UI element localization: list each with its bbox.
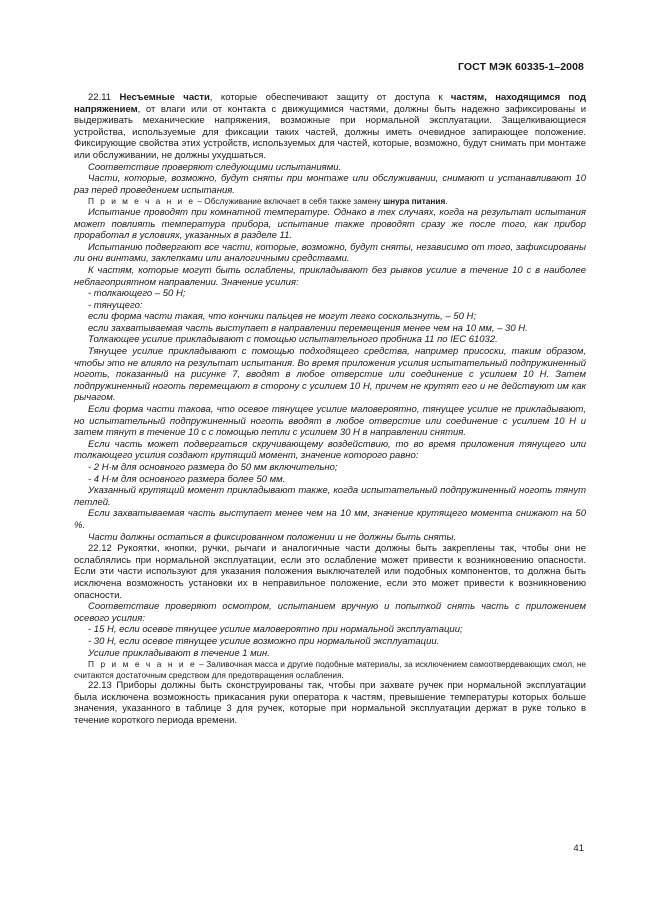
document-body — [74, 92, 586, 727]
test-paragraph: Толкающее усилие прикладывают с помощью испытательного пробника 11 по IEC 61032. — [88, 334, 498, 346]
note-text: – Обслуживание включает в себя также замену — [195, 196, 384, 207]
clause-number: 22.13 — [88, 680, 112, 692]
page-number: 41 — [573, 843, 584, 854]
note-label: П р и м е ч а н и е — [88, 659, 197, 670]
test-paragraph: Части должны остаться в фиксированном положении и не должны быть сняты. — [88, 531, 457, 543]
clause-22-11 — [74, 92, 586, 162]
note-1 — [74, 196, 586, 207]
list-item: если форма части такая, что кончики пальцев не могут легко соскользнуть, – 50 Н; — [88, 311, 477, 323]
list-item: - тянущего: — [88, 299, 143, 311]
compliance-text: Соответствие проверяют осмотром, испытанием вручную и попыткой снять часть с приложением осевого усилия: — [74, 601, 586, 624]
standard-header: ГОСТ МЭК 60335-1–2008 — [457, 61, 584, 73]
bold-term: шнура питания — [383, 196, 446, 207]
list-item: если захватываемая часть выступает в направлении перемещения менее чем на 10 мм, – 30 Н. — [88, 322, 528, 334]
clause-text: , которые обеспечивают защиту от доступа к — [209, 92, 451, 103]
clause-text: Приборы должны быть сконструированы так, чтобы при захвате ручек при нормальной эксплуатации была исключена возможность прикасания руки оператора к частям, превышение температуры которых больше значения, указанного в таблице 3 для ручек, которые при нормальной эксплуатации держат в руке только в течение короткого периода времени. — [74, 680, 586, 727]
test-paragraph: Указанный крутящий момент прикладывают также, когда испытательный подпружиненный ноготь тянут петлей. — [74, 485, 586, 508]
clause-22-13 — [74, 680, 586, 726]
clause-text: , от влаги или от контакта с движущимися частями, должны быть надежно зафиксированы и выдерживать механические напряжения, возможные при нормальной эксплуатации. Защелкивающиеся устройства, используемые для фиксации таких частей, должны иметь очевидное запирающее положение. Фиксирующие свойства этих устройств, используемых для частей, которые, возможно, будут снимать при монтаже или обслуживании, не должны ухудшаться. — [74, 103, 586, 161]
bold-term: частям, находящимся под напряжением — [74, 92, 586, 115]
test-paragraph: Тянущее усилие прикладывают с помощью подходящего средства, например присоски, таким образом, чтобы это не влияло на результат испытания. Во время приложения усилия испытательный подпружиненный ноготь, показанный на рисунке 7, вводят в любое отверстие или соединение с усилием 10 Н. Затем подпружиненный ноготь перемещают в сторону с усилием 10 Н, причем не крутят его и не действуют им как рычагом. — [74, 346, 586, 404]
list-item: - 2 Н·м для основного размера до 50 мм включительно; — [88, 462, 338, 473]
test-paragraph: Испытание проводят при комнатной температуре. Однако в тех случаях, когда на результат испытания может повлиять температура прибора, испытание также проводят сразу же после того, как прибор проработал в условиях, указанных в разделе 11. — [74, 206, 586, 242]
note-end: . — [445, 196, 448, 207]
test-paragraph: Если форма части такова, что осевое тянущее усилие маловероятно, тянущее усилие не прикладывают, но испытательный подпружиненный ноготь вводят в любое отверстие или соединение с усилием 10 Н и затем тянут в течение 10 с с помощью петли с усилием 30 Н в направлении снятия. — [74, 404, 586, 439]
list-item: - 15 Н, если осевое тянущее усилие маловероятно при нормальной эксплуатации; — [88, 624, 463, 636]
clause-22-12 — [74, 543, 586, 601]
clause-number: 22.11 — [88, 92, 112, 103]
list-item: - 4 Н·м для основного размера более 50 мм. — [88, 473, 286, 485]
list-item: - толкающего – 50 Н; — [88, 288, 186, 300]
test-paragraph: Части, которые, возможно, будут сняты при монтаже или обслуживании, снимают и устанавливают 10 раз перед проведением испытания. — [74, 173, 586, 196]
bold-term: Несъемные части — [119, 92, 210, 103]
note-label: П р и м е ч а н и е — [88, 196, 196, 207]
test-paragraph: К частям, которые могут быть ослаблены, прикладывают без рывков усилие в течение 10 с в наиболее неблагоприятном направлении. Значение усилия: — [74, 264, 586, 288]
test-paragraph: Если часть может подвергаться скручивающему воздействию, то во время приложения тянущего или толкающего усилия создают крутящий момент, значение которого равно: — [74, 438, 586, 462]
clause-text: Рукоятки, кнопки, ручки, рычаги и аналогичные части должны быть закреплены так, чтобы они не ослаблялись при нормальной эксплуатации, если это ослабление может привести к возникновению опасности. Если эти части используют для указания положения выключателей или подобных компонентов, то должна быть исключена возможность установки их в неправильное положение, если это может привести к возникновению опасности. — [74, 543, 586, 601]
list-item: - 30 Н, если осевое тянущее усилие возможно при нормальной эксплуатации. — [88, 635, 440, 647]
clause-number: 22.12 — [88, 543, 112, 555]
test-paragraph: Усилие прикладывают в течение 1 мин. — [88, 647, 270, 659]
test-paragraph: Если захватываемая часть выступает менее чем на 10 мм, значение крутящего момента снижают на 50 %. — [74, 508, 586, 531]
test-paragraph: Испытанию подвергают все части, которые, возможно, будут сняты, независимо от того, зафиксированы ли они винтами, заклепками или аналогичными средствами. — [74, 241, 586, 265]
compliance-text: Соответствие проверяют следующими испытаниями. — [88, 161, 342, 173]
note-text: – Заливочная масса и другие подобные материалы, за исключением самоотвердевающих смол, не считаются достаточным средством для предотвращения ослабления. — [74, 659, 587, 680]
note-2 — [74, 659, 586, 680]
